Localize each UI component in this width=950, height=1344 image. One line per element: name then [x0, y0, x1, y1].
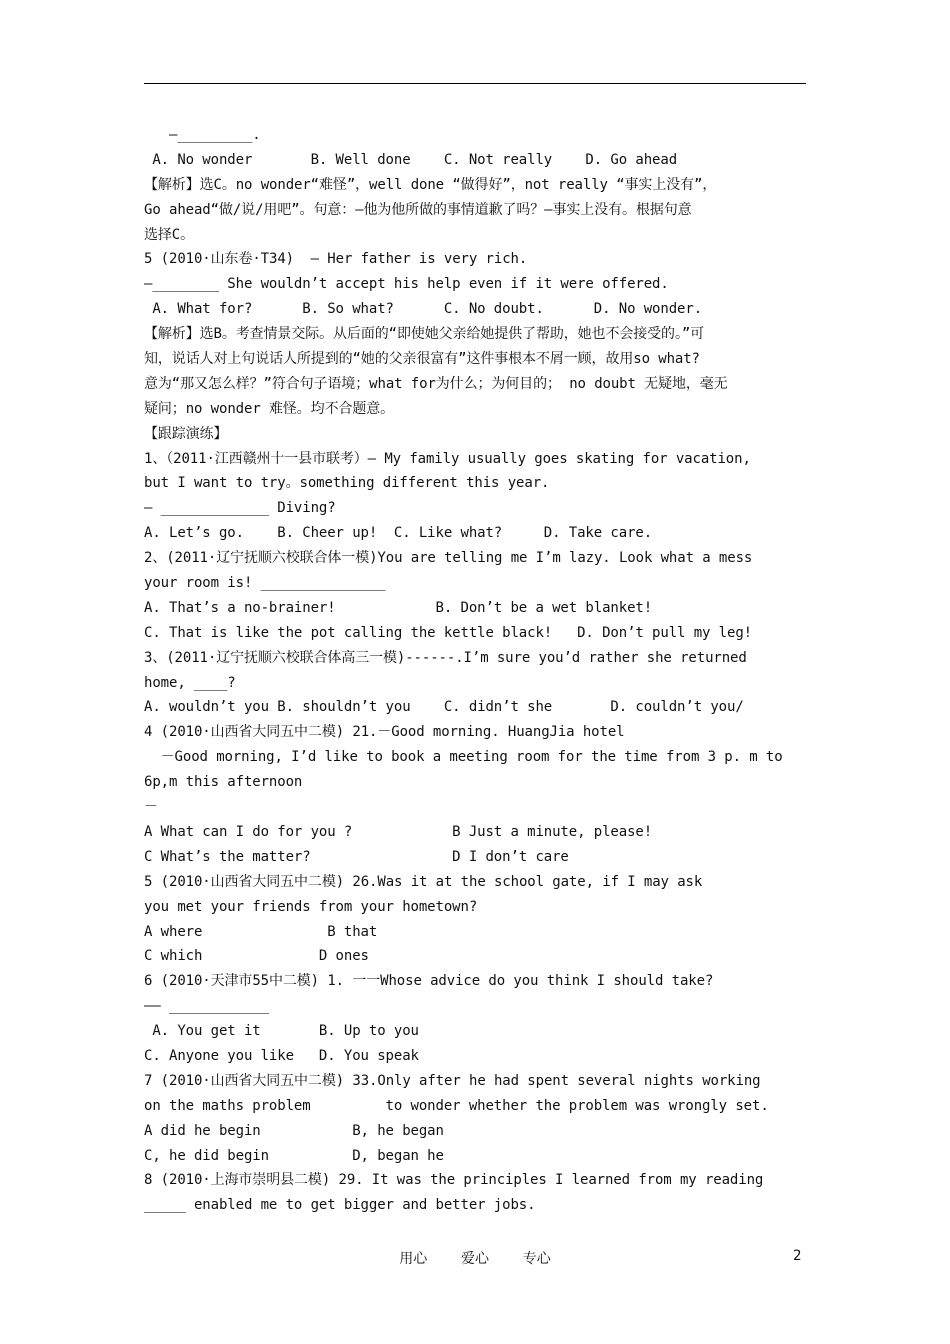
text-line: － — [144, 799, 158, 816]
text-line: 7 (2010·山西省大同五中二模) 33.Only after he had spent several nights working — [144, 1072, 761, 1089]
text-line: 4 (2010·山西省大同五中二模) 21.－Good morning. HuangJia hotel — [144, 724, 625, 741]
text-line: 8 (2010·上海市崇明县二模) 29. It was the principles I learned from my reading — [144, 1172, 764, 1189]
text-line: 知，说话人对上句说话人所提到的“她的父亲很富有”这件事根本不屑一顾，故用so what? — [144, 351, 700, 368]
text-line: 1、（2011·江西赣州十一县市联考）— My family usually goes skating for vacation, — [144, 450, 751, 467]
text-line: C which D ones — [144, 948, 369, 965]
text-line: A where B that — [144, 923, 378, 940]
text-line: 6p,m this afternoon — [144, 774, 303, 791]
text-line: your room is! _______________ — [144, 575, 386, 592]
page-number: 2 — [793, 1248, 802, 1264]
text-line: on the maths problem to wonder whether the problem was wrongly set. — [144, 1097, 769, 1114]
text-line: A. Let’s go. B. Cheer up! C. Like what? D. Take care. — [144, 525, 653, 542]
text-line: A. What for? B. So what? C. No doubt. D. No wonder. — [144, 301, 703, 318]
text-line: 5 (2010·山东卷·T34) — Her father is very rich. — [144, 251, 528, 268]
text-line: but I want to try。something different this year. — [144, 475, 550, 492]
footer-motto: 用心 爱心 专心 — [399, 1251, 551, 1267]
header-rule — [144, 83, 806, 84]
text-line: 意为“那又怎么样？”符合句子语境；what for为什么；为何目的； no doubt 无疑地，毫无 — [144, 375, 728, 392]
text-line: —_________. — [144, 127, 261, 143]
text-line: A What can I do for you ? B Just a minute, please! — [144, 823, 653, 840]
text-line: Go ahead“做/说/用吧”。句意：—他为他所做的事情道歉了吗？—事实上没有。根据句意 — [144, 201, 692, 218]
text-line: －Good morning, I’d like to book a meeting room for the time from 3 p. m to — [144, 749, 783, 766]
text-line: 5 (2010·山西省大同五中二模) 26.Was it at the school gate, if I may ask — [144, 873, 703, 890]
text-line: 【解析】选B。考查情景交际。从后面的“即使她父亲给她提供了帮助，她也不会接受的。”可 — [144, 326, 705, 343]
text-line: 选择C。 — [144, 226, 195, 243]
text-line: A. No wonder B. Well done C. Not really D. Go ahead — [144, 151, 678, 168]
text-line: A did he begin B, he began — [144, 1122, 444, 1139]
document-body — [144, 123, 809, 1218]
text-line: —— ____________ — [144, 998, 269, 1015]
text-line: A. wouldn’t you B. shouldn’t you C. didn’t she D. couldn’t you/ — [144, 699, 744, 716]
text-line: A. You get it B. Up to you — [144, 1023, 419, 1040]
text-line: — _____________ Diving? — [144, 500, 336, 517]
text-line: C, he did begin D, began he — [144, 1147, 444, 1164]
text-line: A. That’s a no-brainer! B. Don’t be a wet blanket! — [144, 599, 653, 616]
text-line: _____ enabled me to get bigger and better jobs. — [144, 1197, 536, 1214]
text-line: 疑问；no wonder 难怪。均不合题意。 — [144, 400, 395, 417]
text-line: 2、(2011·辽宁抚顺六校联合体一模)You are telling me I’m lazy. Look what a mess — [144, 550, 753, 567]
text-line: 3、(2011·辽宁抚顺六校联合体高三一模)------.I’m sure you’d rather she returned — [144, 649, 747, 666]
section-heading: 【跟踪演练】 — [144, 425, 228, 442]
text-line: C. Anyone you like D. You speak — [144, 1047, 419, 1064]
text-line: 6 (2010·天津市55中二模) 1. 一一Whose advice do you think I should take? — [144, 973, 714, 990]
text-line: home, ____? — [144, 674, 236, 691]
text-line: you met your friends from your hometown? — [144, 898, 478, 915]
text-line: —________ She wouldn’t accept his help even if it were offered. — [144, 276, 669, 293]
text-line: C. That is like the pot calling the kettle black! D. Don’t pull my leg! — [144, 624, 752, 641]
text-line: C What’s the matter? D I don’t care — [144, 848, 569, 865]
text-line: 【解析】选C。no wonder“难怪”，well done “做得好”，not really “事实上没有”， — [144, 176, 717, 193]
